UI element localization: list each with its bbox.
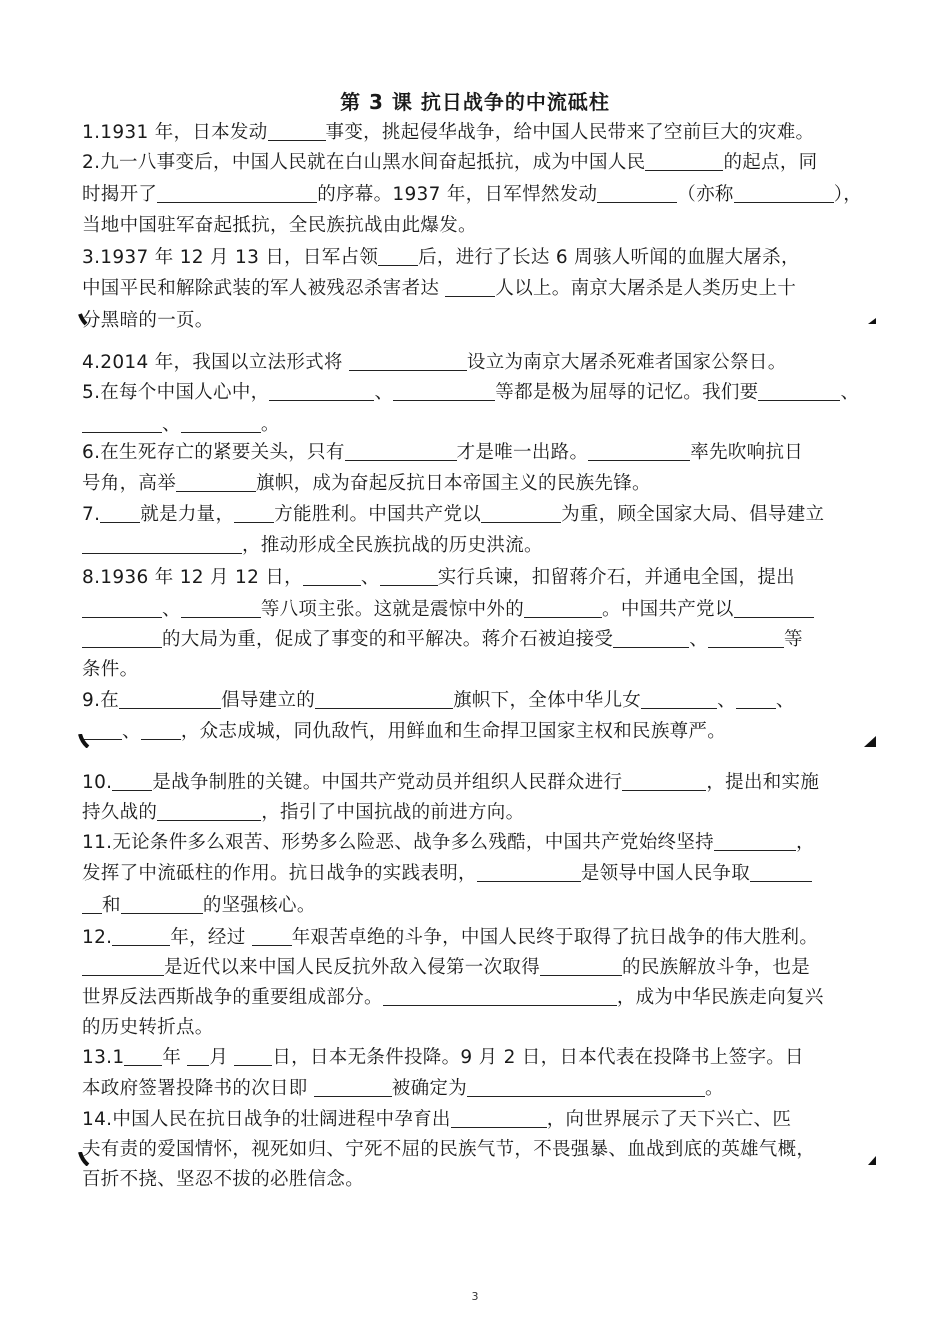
question-line [82,440,882,466]
question-line [82,800,882,826]
line-text: 当地中国驻军奋起抵抗，全民族抗战由此爆发。 [82,215,477,236]
answer-blank[interactable] [524,599,602,618]
answer-blank[interactable] [393,382,495,401]
answer-blank[interactable] [597,184,677,203]
answer-blank[interactable] [349,352,467,371]
answer-blank[interactable] [750,863,812,882]
line-text: 的序幕。1937 年，日军悍然发动 [317,184,598,205]
line-text: 11.无论条件多么艰苦、形势多么险恶、战争多么残酷，中国共产党始终坚持 [82,832,714,853]
question-line [82,120,882,146]
line-text: 后，进行了长达 6 周骇人听闻的血腥大屠杀， [418,247,800,268]
line-text: 等八项主张。这就是震惊中外的 [260,599,525,620]
answer-blank[interactable] [82,535,242,554]
line-text: 、 [122,721,141,742]
line-text: 5.在每个中国人心中， [82,382,270,403]
line-text: 8.1936 年 12 月 12 日， [82,567,303,588]
answer-blank[interactable] [252,927,292,946]
question-line [82,770,882,796]
answer-blank[interactable] [540,957,622,976]
line-text: ，推动形成全民族抗战的历史洪流。 [242,535,543,556]
line-text: 条件。 [82,659,139,680]
question-line [82,565,882,591]
answer-blank[interactable] [269,382,374,401]
line-text: 年 [162,1047,188,1068]
question-line [82,985,882,1011]
question-line [82,925,882,951]
question-line [82,412,882,438]
answer-blank[interactable] [100,504,140,523]
line-text: 。 [705,1078,724,1099]
line-text: 本政府签署投降书的次日即 [82,1078,314,1099]
question-line [82,1015,882,1041]
answer-blank[interactable] [121,895,203,914]
line-text: 的大局为重，促成了事变的和平解决。蒋介石被迫接受 [162,629,614,650]
line-text: 中国平民和解除武装的军人被残忍杀害者达 [82,278,446,299]
line-text: 才是唯一出路。 [456,442,589,463]
line-text: 3.1937 年 12 月 13 日，日军占领 [82,247,379,268]
line-text: 实行兵谏，扣留蒋介石，并通电全国，提出 [437,567,795,588]
question-line [82,955,882,981]
line-text: 世界反法西斯战争的重要组成部分。 [82,987,383,1008]
line-text: 号角，高举 [82,473,177,494]
line-text: 持久战的 [82,802,158,823]
line-text: 旗帜下，全体中华儿女 [453,690,642,711]
question-line [82,1045,882,1071]
section-divider [78,1152,878,1166]
line-text: 的民族解放斗争，也是 [622,957,811,978]
line-text: 。中国共产党以 [602,599,734,620]
answer-blank[interactable] [181,414,261,433]
line-text: 月 [209,1047,235,1068]
line-text: 13.1 [82,1047,125,1068]
line-text: 。 [260,414,280,435]
answer-blank[interactable] [588,442,690,461]
line-text: 12. [82,927,113,948]
question-line [82,245,882,271]
line-text: 人以上。南京大屠杀是人类历史上十 [495,278,797,299]
line-text: 14.中国人民在抗日战争的壮阔进程中孕育出 [82,1109,451,1130]
answer-blank[interactable] [187,1047,209,1066]
line-text: ，向世界展示了天下兴亡、匹 [546,1109,792,1130]
question-line [82,893,882,919]
line-text: 等 [784,629,803,650]
question-line [82,861,882,887]
line-text: 、 [840,382,860,403]
question-line [82,150,882,176]
line-text: 方能胜利。中国共产党以 [274,504,482,525]
question-line [82,502,882,528]
line-text: 被确定为 [391,1078,467,1099]
answer-blank[interactable] [315,690,453,709]
line-text: 、 [717,690,736,711]
answer-blank[interactable] [714,832,796,851]
answer-blank[interactable] [124,1047,162,1066]
answer-blank[interactable] [477,863,581,882]
answer-blank[interactable] [383,987,617,1006]
line-text: 和 [102,895,121,916]
question-line [82,1167,882,1193]
answer-blank[interactable] [234,504,274,523]
line-text: 等都是极为屈辱的记忆。我们要 [495,382,759,403]
question-line [82,688,882,714]
answer-blank[interactable] [378,247,418,266]
answer-blank[interactable] [112,927,170,946]
question-line [82,213,882,239]
question-line [82,1076,882,1102]
answer-blank[interactable] [157,802,261,821]
answer-blank[interactable] [345,442,457,461]
answer-blank[interactable] [119,690,221,709]
answer-blank[interactable] [82,599,162,618]
section-divider [78,312,878,326]
page-number: 3 [471,1290,479,1303]
line-text: ）， [833,184,863,205]
answer-blank[interactable] [157,184,317,203]
answer-blank[interactable] [82,629,162,648]
line-text: 、 [775,690,795,711]
line-text: ，成为中华民族走向复兴 [616,987,824,1008]
answer-blank[interactable] [82,895,102,914]
line-text: 的起点，同 [723,152,818,173]
line-text: 的历史转折点。 [82,1017,214,1038]
line-text: 为重，顾全国家大局、倡导建立 [561,504,825,525]
answer-blank[interactable] [641,690,717,709]
answer-blank[interactable] [234,1047,272,1066]
line-text: 是近代以来中国人民反抗外敌入侵第一次取得 [164,957,541,978]
line-text: 2.九一八事变后，中国人民就在白山黑水间奋起抵抗，成为中国人民 [82,152,646,173]
line-text: 是领导中国人民争取 [580,863,751,884]
answer-blank[interactable] [622,772,706,791]
line-text: ，众志成城，同仇敌忾，用鲜血和生命捍卫国家主权和民族尊严。 [180,721,727,742]
answer-blank[interactable] [645,152,723,171]
line-text: ， [795,832,815,853]
line-text: 年艰苦卓绝的斗争，中国人民终于取得了抗日战争的伟大胜利。 [291,927,819,948]
answer-blank[interactable] [445,278,495,297]
line-text: （亦称 [677,184,734,205]
answer-blank[interactable] [736,690,776,709]
question-line [82,276,882,302]
line-text: 夫有责的爱国情怀，视死如归、宁死不屈的民族气节，不畏强暴、血战到底的英雄气概， [82,1139,816,1160]
line-text: 率先吹响抗日 [690,442,804,463]
answer-blank[interactable] [380,567,438,586]
question-line [82,627,882,653]
answer-blank[interactable] [82,414,162,433]
line-text: 、 [162,414,181,435]
answer-blank[interactable] [708,629,784,648]
answer-blank[interactable] [758,382,840,401]
section-divider [78,734,878,748]
line-text: 日，日本无条件投降。9 月 2 日，日本代表在投降书上签字。日 [272,1047,804,1068]
answer-blank[interactable] [112,772,152,791]
line-text: 时揭开了 [82,184,158,205]
question-line [82,471,882,497]
line-text: 倡导建立的 [221,690,316,711]
line-text: 年，经过 [170,927,252,948]
question-line [82,597,882,623]
answer-blank[interactable] [613,629,689,648]
line-text: 分黑暗的一页。 [82,310,214,331]
line-text: 10. [82,772,113,793]
line-text: 设立为南京大屠杀死难者国家公祭日。 [466,352,787,373]
line-text: 7. [82,504,101,525]
line-text: 、 [162,599,181,620]
answer-blank[interactable] [467,1078,705,1097]
line-text: ，提出和实施 [706,772,820,793]
question-line [82,1107,882,1133]
answer-blank[interactable] [734,184,834,203]
line-text: 、 [374,382,394,403]
question-line [82,657,882,683]
question-line [82,830,882,856]
question-line [82,533,882,559]
question-line [82,350,882,376]
answer-blank[interactable] [451,1109,547,1128]
line-text: 旗帜，成为奋起反抗日本帝国主义的民族先锋。 [256,473,651,494]
question-line [82,182,882,208]
answer-blank[interactable] [314,1078,392,1097]
answer-blank[interactable] [303,567,361,586]
question-line [82,380,882,406]
line-text: 4.2014 年，我国以立法形式将 [82,352,349,373]
answer-blank[interactable] [268,122,326,141]
line-text: 就是力量， [140,504,235,525]
line-text: 6.在生死存亡的紧要关头，只有 [82,442,345,463]
answer-blank[interactable] [82,957,164,976]
line-text: 是战争制胜的关键。中国共产党动员并组织人民群众进行 [152,772,623,793]
line-text: 1.1931 年，日本发动 [82,122,268,143]
line-text: 9.在 [82,690,120,711]
page-title: 第 3 课 抗日战争的中流砥柱 [340,90,610,114]
line-text: 事变，挑起侵华战争，给中国人民带来了空前巨大的灾难。 [325,122,815,143]
line-text: 的坚强核心。 [202,895,316,916]
line-text: 百折不挠、坚忍不拔的必胜信念。 [82,1169,365,1190]
line-text: 、 [689,629,709,650]
answer-blank[interactable] [481,504,561,523]
line-text: 发挥了中流砥柱的作用。抗日战争的实践表明， [82,863,477,884]
answer-blank[interactable] [181,599,261,618]
line-text: 、 [360,567,380,588]
answer-blank[interactable] [176,473,256,492]
line-text: ，指引了中国抗战的前进方向。 [261,802,525,823]
answer-blank[interactable] [734,599,814,618]
